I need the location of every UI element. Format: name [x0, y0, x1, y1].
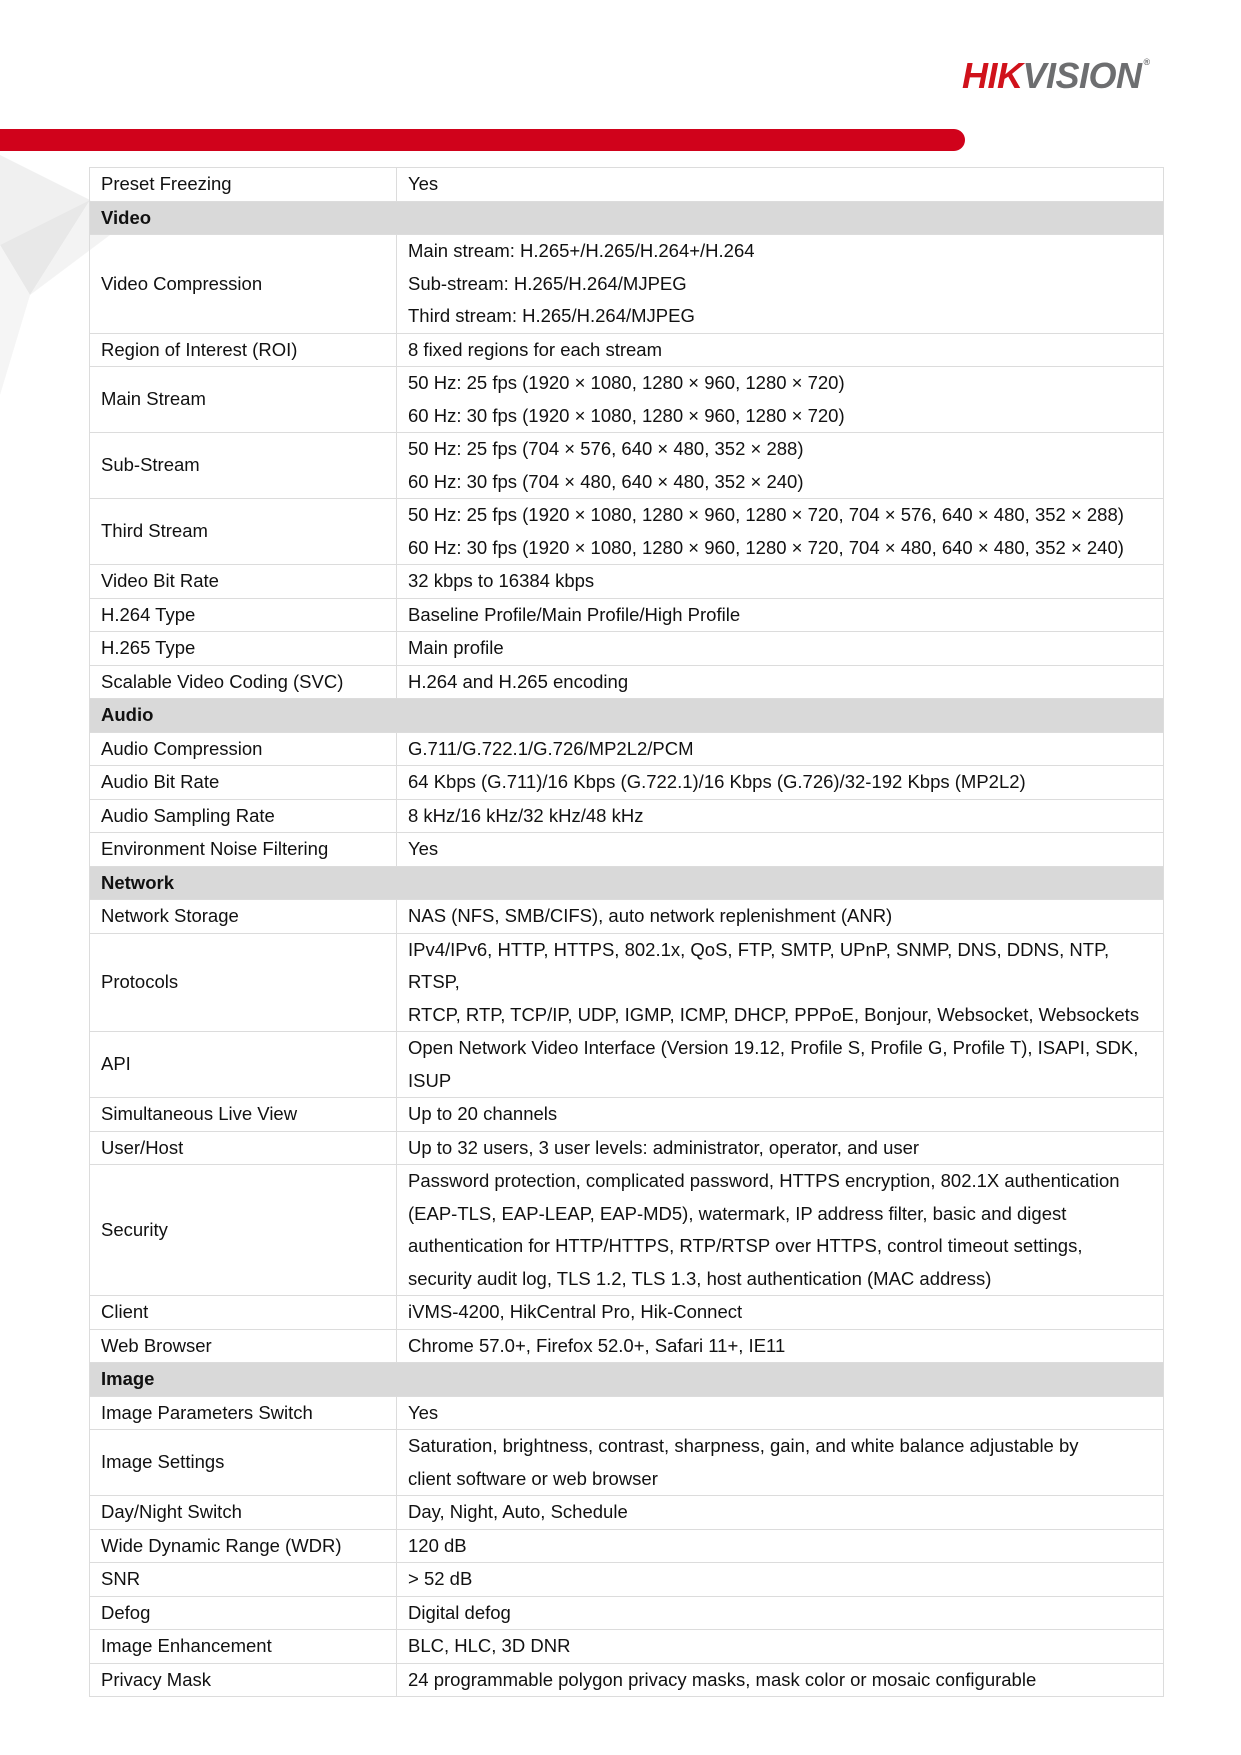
spec-value-line: 60 Hz: 30 fps (704 × 480, 640 × 480, 352 × 240)	[408, 470, 804, 492]
spec-value-line: H.264 and H.265 encoding	[408, 670, 629, 692]
spec-label: Image Enhancement	[90, 1630, 397, 1664]
spec-label: Day/Night Switch	[90, 1496, 397, 1530]
spec-row	[90, 766, 1164, 800]
spec-value	[397, 333, 1164, 367]
spec-value-line: Baseline Profile/Main Profile/High Profile	[408, 603, 741, 625]
spec-row	[90, 1165, 1164, 1296]
spec-row	[90, 433, 1164, 499]
spec-row	[90, 665, 1164, 699]
spec-row	[90, 833, 1164, 867]
spec-row	[90, 1663, 1164, 1697]
spec-value	[397, 1663, 1164, 1697]
section-title: Audio	[90, 699, 1164, 733]
spec-value	[397, 367, 1164, 433]
spec-label: Video Compression	[90, 235, 397, 334]
spec-row	[90, 1630, 1164, 1664]
spec-value-line: Saturation, brightness, contrast, sharpness, gain, and white balance adjustable by	[408, 1435, 1079, 1456]
spec-value-line: Main stream: H.265+/H.265/H.264+/H.264	[408, 240, 755, 261]
spec-value-line: (EAP-TLS, EAP-LEAP, EAP-MD5), watermark, IP address filter, basic and digest	[408, 1202, 1067, 1224]
spec-value-line: Third stream: H.265/H.264/MJPEG	[408, 305, 695, 326]
spec-label: Environment Noise Filtering	[90, 833, 397, 867]
spec-value-line: BLC, HLC, 3D DNR	[408, 1635, 571, 1656]
spec-label: Network Storage	[90, 900, 397, 934]
spec-value-line: ISUP	[408, 1069, 452, 1091]
spec-value-line: Password protection, complicated password, HTTPS encryption, 802.1X authentication	[408, 1170, 1120, 1191]
spec-row	[90, 1098, 1164, 1132]
spec-label: Image Settings	[90, 1430, 397, 1496]
logo-hik: HIK	[962, 55, 1023, 96]
spec-label: Preset Freezing	[90, 168, 397, 202]
spec-label: Audio Sampling Rate	[90, 799, 397, 833]
spec-value-line: RTCP, RTP, TCP/IP, UDP, IGMP, ICMP, DHCP, PPPoE, Bonjour, Websocket, Websockets	[408, 1003, 1140, 1025]
spec-row	[90, 367, 1164, 433]
spec-value-line: Chrome 57.0+, Firefox 52.0+, Safari 11+, IE11	[408, 1334, 786, 1356]
section-header-row	[90, 1363, 1164, 1397]
spec-row	[90, 168, 1164, 202]
spec-value	[397, 900, 1164, 934]
spec-value-line: 120 dB	[408, 1534, 467, 1556]
header-red-bar	[0, 129, 965, 151]
spec-row	[90, 1529, 1164, 1563]
spec-value-line: security audit log, TLS 1.2, TLS 1.3, host authentication (MAC address)	[408, 1267, 992, 1289]
spec-value-line: client software or web browser	[408, 1467, 658, 1489]
spec-label: Image Parameters Switch	[90, 1396, 397, 1430]
spec-value	[397, 732, 1164, 766]
spec-row	[90, 900, 1164, 934]
spec-row	[90, 1496, 1164, 1530]
spec-label: API	[90, 1032, 397, 1098]
spec-value	[397, 766, 1164, 800]
spec-value-line: Up to 20 channels	[408, 1103, 558, 1124]
spec-label: Client	[90, 1296, 397, 1330]
spec-value-line: 64 Kbps (G.711)/16 Kbps (G.722.1)/16 Kbps (G.726)/32-192 Kbps (MP2L2)	[408, 771, 1026, 792]
spec-value-line: iVMS-4200, HikCentral Pro, Hik-Connect	[408, 1301, 743, 1322]
spec-value-line: Yes	[408, 838, 439, 859]
spec-row	[90, 1329, 1164, 1363]
spec-value	[397, 799, 1164, 833]
spec-value	[397, 1596, 1164, 1630]
hikvision-logo	[962, 55, 1150, 96]
spec-value	[397, 1098, 1164, 1132]
spec-value	[397, 1630, 1164, 1664]
section-title: Video	[90, 201, 1164, 235]
spec-label: Web Browser	[90, 1329, 397, 1363]
spec-row	[90, 1396, 1164, 1430]
spec-row	[90, 1430, 1164, 1496]
spec-label: Third Stream	[90, 499, 397, 565]
spec-value	[397, 1296, 1164, 1330]
spec-value	[397, 933, 1164, 1032]
spec-value-line: 24 programmable polygon privacy masks, mask color or mosaic configurable	[408, 1668, 1037, 1690]
spec-label: User/Host	[90, 1131, 397, 1165]
section-header-row	[90, 699, 1164, 733]
spec-label: Sub-Stream	[90, 433, 397, 499]
section-header-row	[90, 201, 1164, 235]
spec-value	[397, 1032, 1164, 1098]
section-header-row	[90, 866, 1164, 900]
spec-value-line: > 52 dB	[408, 1568, 473, 1589]
spec-value	[397, 632, 1164, 666]
spec-value-line: 50 Hz: 25 fps (704 × 576, 640 × 480, 352 × 288)	[408, 438, 804, 459]
spec-value	[397, 168, 1164, 202]
spec-value	[397, 1496, 1164, 1530]
spec-value-line: NAS (NFS, SMB/CIFS), auto network replenishment (ANR)	[408, 905, 893, 926]
spec-value	[397, 499, 1164, 565]
registered-mark: ®	[1143, 57, 1150, 67]
spec-value-line: Digital defog	[408, 1601, 511, 1623]
spec-label: Main Stream	[90, 367, 397, 433]
spec-row	[90, 598, 1164, 632]
spec-value-line: 8 kHz/16 kHz/32 kHz/48 kHz	[408, 804, 644, 826]
spec-value	[397, 1396, 1164, 1430]
spec-value-line: 8 fixed regions for each stream	[408, 338, 662, 360]
spec-value	[397, 1563, 1164, 1597]
spec-label: SNR	[90, 1563, 397, 1597]
spec-value-line: 32 kbps to 16384 kbps	[408, 570, 595, 591]
spec-value-line: Yes	[408, 173, 439, 194]
spec-value	[397, 598, 1164, 632]
spec-table	[89, 167, 1164, 1697]
spec-label: Scalable Video Coding (SVC)	[90, 665, 397, 699]
spec-value	[397, 665, 1164, 699]
spec-row	[90, 565, 1164, 599]
spec-value-line: 50 Hz: 25 fps (1920 × 1080, 1280 × 960, 1280 × 720, 704 × 576, 640 × 480, 352 × 288)	[408, 504, 1124, 525]
spec-value	[397, 1131, 1164, 1165]
spec-label: H.264 Type	[90, 598, 397, 632]
spec-value	[397, 433, 1164, 499]
spec-row	[90, 1032, 1164, 1098]
spec-row	[90, 1563, 1164, 1597]
spec-value-line: Day, Night, Auto, Schedule	[408, 1501, 628, 1522]
spec-value	[397, 1329, 1164, 1363]
spec-label: Video Bit Rate	[90, 565, 397, 599]
spec-value	[397, 565, 1164, 599]
spec-label: Protocols	[90, 933, 397, 1032]
spec-label: Simultaneous Live View	[90, 1098, 397, 1132]
spec-value-line: G.711/G.722.1/G.726/MP2L2/PCM	[408, 737, 694, 759]
spec-value	[397, 1165, 1164, 1296]
spec-row	[90, 933, 1164, 1032]
spec-row	[90, 732, 1164, 766]
spec-value	[397, 235, 1164, 334]
section-title: Network	[90, 866, 1164, 900]
logo-vision: VISION	[1022, 55, 1142, 96]
spec-value	[397, 833, 1164, 867]
spec-value	[397, 1529, 1164, 1563]
spec-label: Region of Interest (ROI)	[90, 333, 397, 367]
spec-label: Audio Bit Rate	[90, 766, 397, 800]
spec-label: Audio Compression	[90, 732, 397, 766]
spec-value-line: Open Network Video Interface (Version 19.12, Profile S, Profile G, Profile T), ISAPI, SDK,	[408, 1037, 1139, 1058]
spec-label: Security	[90, 1165, 397, 1296]
spec-row	[90, 499, 1164, 565]
spec-value-line: 60 Hz: 30 fps (1920 × 1080, 1280 × 960, 1280 × 720)	[408, 404, 845, 426]
spec-row	[90, 799, 1164, 833]
spec-row	[90, 333, 1164, 367]
spec-value	[397, 1430, 1164, 1496]
spec-row	[90, 1596, 1164, 1630]
spec-value-line: Sub-stream: H.265/H.264/MJPEG	[408, 272, 687, 294]
spec-label: H.265 Type	[90, 632, 397, 666]
spec-row	[90, 1296, 1164, 1330]
spec-value-line: Main profile	[408, 637, 504, 658]
spec-label: Wide Dynamic Range (WDR)	[90, 1529, 397, 1563]
spec-value-line: 50 Hz: 25 fps (1920 × 1080, 1280 × 960, 1280 × 720)	[408, 372, 845, 393]
spec-value-line: IPv4/IPv6, HTTP, HTTPS, 802.1x, QoS, FTP, SMTP, UPnP, SNMP, DNS, DDNS, NTP, RTSP,	[408, 938, 1110, 992]
spec-value-line: 60 Hz: 30 fps (1920 × 1080, 1280 × 960, 1280 × 720, 704 × 480, 640 × 480, 352 × 240)	[408, 536, 1124, 558]
spec-label: Privacy Mask	[90, 1663, 397, 1697]
spec-value-line: Up to 32 users, 3 user levels: administrator, operator, and user	[408, 1136, 920, 1158]
spec-row	[90, 235, 1164, 334]
spec-row	[90, 1131, 1164, 1165]
spec-row	[90, 632, 1164, 666]
spec-value-line: Yes	[408, 1401, 439, 1423]
spec-value-line: authentication for HTTP/HTTPS, RTP/RTSP over HTTPS, control timeout settings,	[408, 1235, 1083, 1256]
spec-label: Defog	[90, 1596, 397, 1630]
section-title: Image	[90, 1363, 1164, 1397]
